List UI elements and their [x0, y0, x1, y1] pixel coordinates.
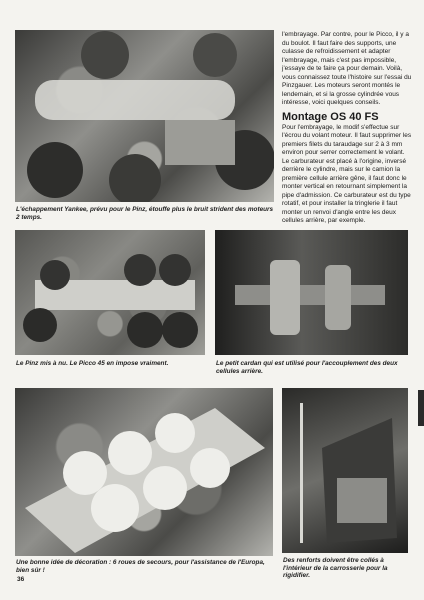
page-edge-tab: [418, 390, 424, 426]
exhaust-caption: L'échappement Yankee, prévu pour le Pinz, étouffe plus le bruit strident des moteurs 2 temps.: [16, 206, 274, 221]
exhaust-photo: [15, 30, 274, 202]
cardan-photo: [215, 230, 408, 355]
article-paragraph-2: Le carburateur est placé à l'origine, inversé derrière le cylindre, mais sur le camion la première cellule arrière gêne, il faut donc le monter vertical en retournant simplement la pipe d'admission. Ce carburateur est du type rotatif, et pour installer la tringlerie il faut monter un renvoi d'angle entre les deux cellules arrière, par exemple.: [282, 157, 411, 224]
body-reinforcement-caption: Des renforts doivent être collés à l'intérieur de la carrosserie pour la rigidifier.: [283, 557, 388, 580]
cardan-caption: Le petit cardan qui est utilisé pour l'accouplement des deux cellules arrière.: [216, 360, 398, 375]
section-heading: Montage OS 40 FS: [282, 110, 379, 123]
spare-wheels-caption: Une bonne idée de décoration : 6 roues de secours, pour l'assistance de l'Europa, bien sûr !: [16, 559, 265, 574]
pinz-chassis-photo: [15, 230, 205, 355]
article-intro: l'embrayage. Par contre, pour le Picco, il y a du boulot. Il faut faire des supports, une culasse de refroidissement et adapter l'embrayage, mais c'est pas impossible, j'essaye de te faire ça pour demain. Voilà, vous connaissez toute l'histoire sur l'essai du Pinzgauer. Les moteurs seront montés le lendemain, et si la grosse cylindrée vous intéresse, voici quelques conseils.: [282, 31, 412, 106]
page-number: 36: [17, 576, 25, 583]
pinz-chassis-caption: Le Pinz mis à nu. Le Picco 45 en impose vraiment.: [16, 360, 169, 367]
body-reinforcement-photo: [282, 388, 408, 553]
article-column: [282, 31, 412, 226]
spare-wheels-photo: [15, 388, 273, 556]
article-paragraph-1: Pour l'embrayage, le modif s'effectue sur l'écrou du volant moteur. Il faut supprimer les premiers filets du taraudage sur 2 à 3 mm environ pour serrer correctement le volant.: [282, 123, 412, 156]
